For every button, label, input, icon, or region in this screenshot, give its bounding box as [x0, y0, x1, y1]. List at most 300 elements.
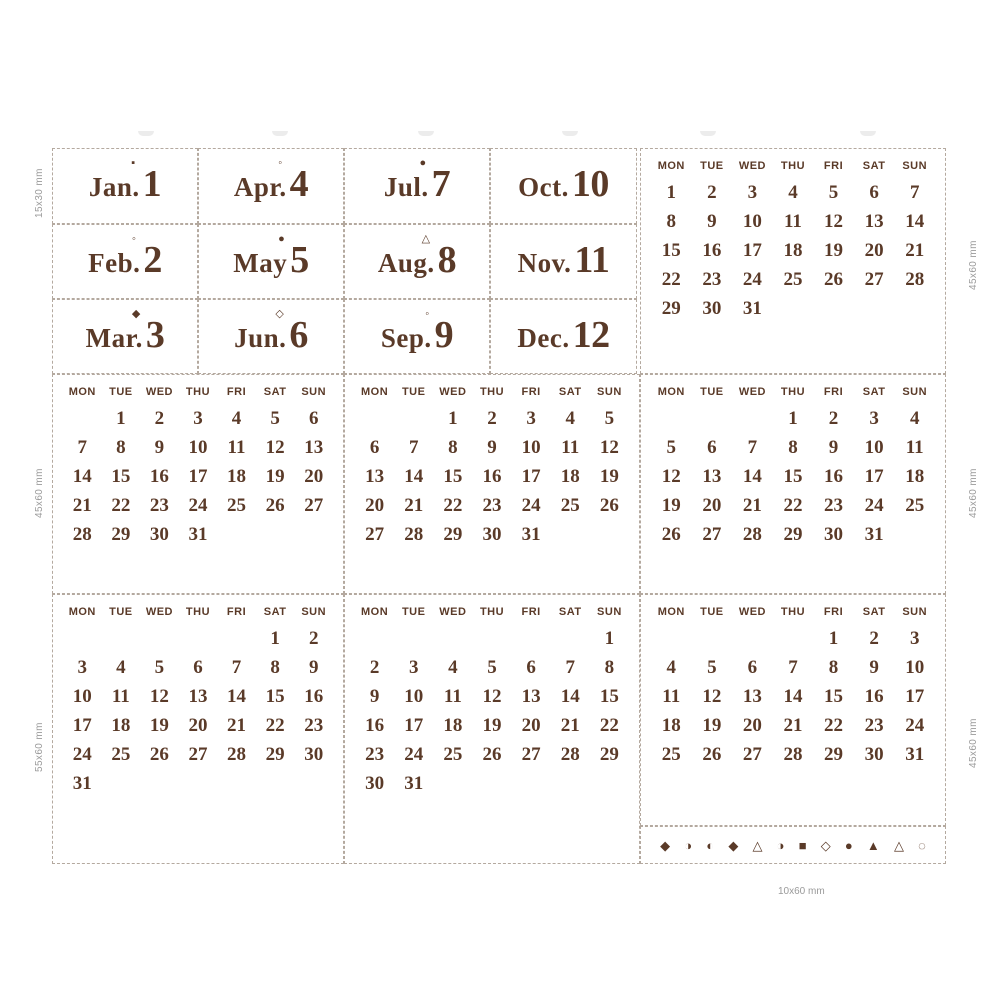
calendar-day[interactable]: 6 — [747, 657, 758, 678]
shape-icon[interactable]: ◆ — [660, 837, 671, 853]
calendar-day[interactable]: 11 — [561, 437, 580, 458]
calendar-day[interactable]: 30 — [365, 773, 385, 794]
shape-icon[interactable]: ◑ — [776, 837, 785, 853]
calendar-day[interactable]: 23 — [149, 495, 169, 516]
month-mark-icon: ◦ — [425, 307, 430, 320]
month-sticker[interactable] — [198, 148, 344, 224]
weekday-header: WED — [738, 386, 766, 398]
calendar-day[interactable]: 12 — [824, 211, 844, 232]
calendar-day[interactable]: 31 — [742, 298, 762, 319]
calendar-day[interactable]: 4 — [231, 408, 242, 429]
calendar-day[interactable]: 5 — [828, 182, 839, 203]
calendar-day[interactable]: 29 — [265, 744, 285, 765]
calendar-day[interactable]: 21 — [227, 715, 247, 736]
calendar-day[interactable]: 11 — [111, 686, 130, 707]
calendar-day[interactable]: 12 — [702, 686, 722, 707]
calendar-day[interactable]: 20 — [742, 715, 762, 736]
calendar-day[interactable]: 5 — [707, 657, 717, 678]
calendar-week-row — [355, 624, 629, 653]
calendar-day[interactable]: 21 — [72, 495, 92, 516]
calendar-day[interactable]: 28 — [560, 744, 580, 765]
calendar-day[interactable]: 27 — [521, 744, 541, 765]
calendar-day[interactable]: 22 — [599, 715, 619, 736]
calendar-day[interactable]: 19 — [661, 495, 681, 516]
calendar-day[interactable]: 20 — [365, 495, 385, 516]
calendar-day[interactable]: 14 — [72, 466, 92, 487]
calendar-day[interactable]: 1 — [116, 408, 126, 429]
calendar-day[interactable]: 29 — [111, 524, 131, 545]
calendar-day[interactable]: 20 — [304, 466, 324, 487]
calendar-day[interactable]: 30 — [482, 524, 502, 545]
calendar-day[interactable]: 16 — [304, 686, 324, 707]
calendar-day[interactable]: 10 — [905, 657, 925, 678]
calendar-week-row — [355, 433, 629, 462]
calendar-day[interactable]: 7 — [909, 182, 920, 203]
calendar-day[interactable]: 10 — [72, 686, 92, 707]
calendar-day[interactable]: 14 — [227, 686, 247, 707]
month-sticker[interactable] — [344, 148, 490, 224]
calendar-day[interactable]: 31 — [188, 524, 208, 545]
calendar-day[interactable]: 11 — [662, 686, 681, 707]
calendar-week-row — [355, 520, 629, 549]
calendar-day[interactable]: 3 — [747, 182, 758, 203]
calendar-day[interactable]: 21 — [404, 495, 424, 516]
calendar-day[interactable]: 28 — [742, 524, 762, 545]
calendar-day[interactable]: 26 — [824, 269, 844, 290]
calendar-day[interactable]: 31 — [404, 773, 424, 794]
weekday-header: SAT — [263, 606, 287, 618]
cut-tick — [860, 131, 876, 136]
calendar-sticker[interactable] — [52, 594, 344, 864]
measurement-label: 10x60 mm — [778, 886, 825, 897]
calendar-day[interactable]: 3 — [408, 657, 419, 678]
month-sticker[interactable] — [490, 299, 637, 374]
calendar-day[interactable]: 26 — [661, 524, 681, 545]
calendar-day[interactable]: 27 — [742, 744, 762, 765]
calendar-day[interactable]: 11 — [905, 437, 924, 458]
calendar-week-row — [63, 769, 333, 798]
calendar-day-empty — [732, 404, 773, 433]
calendar-day[interactable]: 9 — [154, 437, 165, 458]
calendar-day[interactable]: 26 — [265, 495, 285, 516]
calendar-day[interactable]: 17 — [864, 466, 884, 487]
month-sticker[interactable] — [52, 299, 198, 374]
calendar-week-row — [355, 740, 629, 769]
calendar-day[interactable]: 30 — [864, 744, 884, 765]
calendar-day-empty — [256, 769, 295, 798]
month-number: 10 — [571, 163, 609, 205]
calendar-day[interactable]: 6 — [707, 437, 717, 458]
calendar-day[interactable]: 12 — [482, 686, 502, 707]
calendar-day[interactable]: 13 — [365, 466, 385, 487]
calendar-day[interactable]: 19 — [702, 715, 722, 736]
calendar-day[interactable]: 30 — [824, 524, 844, 545]
calendar-week-row — [63, 653, 333, 682]
calendar-sticker[interactable] — [640, 148, 946, 374]
calendar-day[interactable]: 14 — [742, 466, 762, 487]
calendar-week-row — [63, 682, 333, 711]
calendar-day[interactable]: 9 — [308, 657, 319, 678]
calendar-day[interactable]: 6 — [308, 408, 319, 429]
calendar-day[interactable]: 1 — [604, 628, 615, 649]
cut-tick — [700, 131, 716, 136]
calendar-day[interactable]: 1 — [788, 408, 798, 429]
calendar-day[interactable]: 23 — [824, 495, 844, 516]
calendar-day-empty — [217, 624, 256, 653]
calendar-day-empty — [472, 769, 511, 798]
calendar-day[interactable]: 10 — [521, 437, 541, 458]
calendar-day[interactable]: 21 — [742, 495, 762, 516]
calendar-day[interactable]: 29 — [824, 744, 844, 765]
calendar-day[interactable]: 5 — [604, 408, 615, 429]
calendar-day[interactable]: 7 — [565, 657, 576, 678]
calendar-day[interactable]: 22 — [265, 715, 285, 736]
calendar-day[interactable]: 20 — [521, 715, 541, 736]
calendar-day[interactable]: 13 — [864, 211, 884, 232]
calendar-day[interactable]: 22 — [111, 495, 131, 516]
calendar-day[interactable]: 3 — [526, 408, 536, 429]
cut-tick — [138, 131, 154, 136]
month-sticker[interactable] — [52, 224, 198, 299]
calendar-day[interactable]: 24 — [864, 495, 884, 516]
calendar-day[interactable]: 7 — [788, 657, 798, 678]
calendar-day[interactable]: 28 — [227, 744, 247, 765]
calendar-day[interactable]: 2 — [487, 408, 497, 429]
calendar-day[interactable]: 18 — [905, 466, 925, 487]
calendar-day[interactable]: 29 — [783, 524, 803, 545]
calendar-day[interactable]: 1 — [448, 408, 458, 429]
calendar-day[interactable]: 6 — [526, 657, 536, 678]
calendar-sticker[interactable] — [640, 374, 946, 594]
calendar-day[interactable]: 18 — [111, 715, 131, 736]
calendar-day[interactable]: 28 — [783, 744, 803, 765]
calendar-day[interactable]: 6 — [369, 437, 380, 458]
calendar-day[interactable]: 20 — [188, 715, 208, 736]
calendar-day[interactable]: 4 — [909, 408, 920, 429]
calendar-day[interactable]: 7 — [747, 437, 758, 458]
calendar-day[interactable]: 28 — [72, 524, 92, 545]
calendar-day[interactable]: 25 — [783, 269, 803, 290]
weekday-header-row — [355, 385, 629, 404]
calendar-day[interactable]: 2 — [869, 628, 879, 649]
calendar-day[interactable]: 21 — [905, 240, 925, 261]
calendar-day[interactable]: 28 — [905, 269, 925, 290]
calendar-day[interactable]: 21 — [560, 715, 580, 736]
shape-icon[interactable]: ◌ — [918, 837, 926, 853]
weekday-header: MON — [360, 606, 389, 618]
calendar-day[interactable]: 18 — [443, 715, 463, 736]
calendar-day[interactable]: 12 — [149, 686, 169, 707]
weekday-header: MON — [68, 606, 96, 618]
calendar-day[interactable]: 14 — [783, 686, 803, 707]
calendar-week-row — [355, 653, 629, 682]
shape-icon[interactable]: ◆ — [728, 837, 739, 853]
calendar-day[interactable]: 18 — [560, 466, 580, 487]
month-mark-icon: ● — [419, 157, 427, 169]
calendar-day[interactable]: 26 — [599, 495, 619, 516]
calendar-day[interactable]: 15 — [599, 686, 619, 707]
weekday-header: THU — [479, 386, 505, 398]
calendar-day[interactable]: 26 — [149, 744, 169, 765]
calendar-day[interactable]: 24 — [188, 495, 208, 516]
calendar-day[interactable]: 17 — [905, 686, 925, 707]
month-sticker[interactable] — [344, 299, 490, 374]
calendar-day[interactable]: 13 — [742, 686, 762, 707]
calendar-day[interactable]: 26 — [702, 744, 722, 765]
weekday-header: FRI — [823, 386, 844, 398]
calendar-week-row — [63, 462, 333, 491]
calendar-day[interactable]: 7 — [231, 657, 242, 678]
calendar-day[interactable]: 18 — [661, 715, 681, 736]
calendar-day[interactable]: 14 — [404, 466, 424, 487]
calendar-day[interactable]: 8 — [828, 657, 839, 678]
calendar-day-empty — [651, 404, 692, 433]
icon-sticker-strip[interactable] — [640, 826, 946, 864]
calendar-day[interactable]: 30 — [702, 298, 722, 319]
calendar-day[interactable]: 18 — [783, 240, 803, 261]
calendar-day[interactable]: 30 — [149, 524, 169, 545]
month-sticker[interactable] — [198, 299, 344, 374]
calendar-day[interactable]: 22 — [824, 715, 844, 736]
calendar-day[interactable]: 23 — [864, 715, 884, 736]
calendar-week-row — [651, 404, 935, 433]
calendar-day[interactable]: 16 — [482, 466, 502, 487]
calendar-sticker[interactable] — [52, 374, 344, 594]
weekday-header: MON — [657, 606, 685, 618]
month-name: Jul. — [383, 172, 429, 202]
calendar-day[interactable]: 16 — [824, 466, 844, 487]
shape-icon[interactable]: ● — [844, 837, 853, 853]
calendar-day[interactable]: 10 — [864, 437, 884, 458]
calendar-day[interactable]: 2 — [369, 657, 380, 678]
calendar-day[interactable]: 1 — [666, 182, 677, 203]
calendar-day[interactable]: 8 — [666, 211, 677, 232]
calendar-day[interactable]: 9 — [869, 657, 879, 678]
calendar-day[interactable]: 9 — [828, 437, 839, 458]
calendar-day[interactable]: 8 — [604, 657, 615, 678]
calendar-day[interactable]: 26 — [482, 744, 502, 765]
calendar-day[interactable]: 6 — [869, 182, 879, 203]
calendar-day[interactable]: 10 — [404, 686, 424, 707]
calendar-day[interactable]: 1 — [270, 628, 280, 649]
calendar-day[interactable]: 3 — [869, 408, 879, 429]
calendar-day[interactable]: 14 — [560, 686, 580, 707]
calendar-day[interactable]: 7 — [77, 437, 88, 458]
calendar-day[interactable]: 30 — [304, 744, 324, 765]
shape-icon[interactable]: △ — [893, 837, 904, 853]
month-sticker[interactable] — [198, 224, 344, 299]
calendar-day[interactable]: 29 — [599, 744, 619, 765]
calendar-day[interactable]: 15 — [824, 686, 844, 707]
calendar-day[interactable]: 31 — [72, 773, 92, 794]
calendar-day[interactable]: 24 — [404, 744, 424, 765]
calendar-day-empty — [179, 769, 218, 798]
calendar-day[interactable]: 27 — [702, 524, 722, 545]
calendar-day[interactable]: 24 — [521, 495, 541, 516]
calendar-day-empty — [472, 624, 511, 653]
calendar-day[interactable]: 5 — [666, 437, 677, 458]
calendar-day[interactable]: 17 — [72, 715, 92, 736]
calendar-day[interactable]: 9 — [369, 686, 380, 707]
calendar-day[interactable]: 13 — [188, 686, 208, 707]
calendar-day[interactable]: 8 — [116, 437, 126, 458]
calendar-day[interactable]: 22 — [443, 495, 463, 516]
calendar-day[interactable]: 11 — [227, 437, 246, 458]
calendar-day[interactable]: 21 — [783, 715, 803, 736]
calendar-day[interactable]: 19 — [149, 715, 169, 736]
calendar-day[interactable]: 27 — [188, 744, 208, 765]
calendar-day[interactable]: 24 — [905, 715, 925, 736]
calendar-day[interactable]: 7 — [408, 437, 419, 458]
calendar-day[interactable]: 9 — [707, 211, 717, 232]
calendar-day[interactable]: 25 — [905, 495, 925, 516]
shape-icon[interactable]: ▲ — [866, 837, 880, 853]
calendar-day[interactable]: 12 — [599, 437, 619, 458]
month-sticker[interactable] — [52, 148, 198, 224]
calendar-day[interactable]: 25 — [661, 744, 681, 765]
calendar-day[interactable]: 5 — [270, 408, 280, 429]
shape-icon[interactable]: ■ — [798, 837, 807, 853]
calendar-day[interactable]: 17 — [742, 240, 762, 261]
calendar-day[interactable]: 4 — [565, 408, 576, 429]
calendar-day[interactable]: 25 — [111, 744, 131, 765]
calendar-day[interactable]: 17 — [404, 715, 424, 736]
calendar-day[interactable]: 11 — [783, 211, 802, 232]
calendar-day[interactable]: 25 — [560, 495, 580, 516]
calendar-day-empty — [394, 624, 433, 653]
calendar-day[interactable]: 11 — [443, 686, 462, 707]
calendar-day[interactable]: 27 — [365, 524, 385, 545]
calendar-day[interactable]: 12 — [661, 466, 681, 487]
calendar-day-empty — [294, 520, 333, 549]
calendar-day[interactable]: 5 — [487, 657, 497, 678]
calendar-day[interactable]: 2 — [308, 628, 319, 649]
shape-icon[interactable]: △ — [752, 837, 763, 853]
month-sticker[interactable] — [490, 148, 637, 224]
calendar-day[interactable]: 8 — [270, 657, 280, 678]
calendar-day[interactable]: 31 — [905, 744, 925, 765]
calendar-day[interactable]: 22 — [783, 495, 803, 516]
calendar-day[interactable]: 8 — [448, 437, 458, 458]
calendar-day[interactable]: 3 — [193, 408, 203, 429]
calendar-day[interactable]: 19 — [599, 466, 619, 487]
calendar-day[interactable]: 19 — [265, 466, 285, 487]
month-number: 1 — [142, 163, 162, 205]
calendar-table — [651, 159, 935, 323]
calendar-day[interactable]: 4 — [116, 657, 126, 678]
calendar-week-row — [651, 294, 935, 323]
calendar-day[interactable]: 3 — [77, 657, 88, 678]
calendar-day[interactable]: 27 — [304, 495, 324, 516]
weekday-header: FRI — [226, 386, 247, 398]
calendar-day-empty — [894, 520, 935, 549]
calendar-day[interactable]: 29 — [443, 524, 463, 545]
calendar-day[interactable]: 14 — [905, 211, 925, 232]
calendar-day[interactable]: 23 — [702, 269, 722, 290]
calendar-day[interactable]: 31 — [864, 524, 884, 545]
calendar-day[interactable]: 17 — [521, 466, 541, 487]
calendar-day[interactable]: 16 — [149, 466, 169, 487]
calendar-day[interactable]: 4 — [666, 657, 677, 678]
calendar-day[interactable]: 22 — [661, 269, 681, 290]
calendar-day[interactable]: 15 — [265, 686, 285, 707]
calendar-week-row — [355, 769, 629, 798]
calendar-day[interactable]: 3 — [909, 628, 920, 649]
calendar-week-row — [355, 491, 629, 520]
calendar-day[interactable]: 2 — [707, 182, 717, 203]
calendar-day[interactable]: 29 — [661, 298, 681, 319]
calendar-sticker[interactable] — [640, 594, 946, 826]
calendar-day[interactable]: 9 — [487, 437, 497, 458]
calendar-day[interactable]: 20 — [702, 495, 722, 516]
calendar-week-row — [651, 265, 935, 294]
calendar-day[interactable]: 13 — [304, 437, 324, 458]
calendar-day[interactable]: 2 — [154, 408, 165, 429]
calendar-sticker[interactable] — [344, 374, 640, 594]
calendar-day[interactable]: 12 — [265, 437, 285, 458]
calendar-day[interactable]: 15 — [783, 466, 803, 487]
calendar-day[interactable]: 24 — [742, 269, 762, 290]
calendar-day[interactable]: 23 — [304, 715, 324, 736]
calendar-day[interactable]: 2 — [828, 408, 839, 429]
shape-icon[interactable]: ◐ — [706, 837, 715, 853]
calendar-day[interactable]: 19 — [824, 240, 844, 261]
calendar-sticker[interactable] — [344, 594, 640, 864]
calendar-day[interactable]: 19 — [482, 715, 502, 736]
calendar-day[interactable]: 24 — [72, 744, 92, 765]
calendar-day[interactable]: 25 — [443, 744, 463, 765]
calendar-week-row — [651, 520, 935, 549]
calendar-day[interactable]: 10 — [188, 437, 208, 458]
calendar-day[interactable]: 18 — [227, 466, 247, 487]
calendar-day[interactable]: 5 — [154, 657, 165, 678]
weekday-header: SUN — [301, 386, 327, 398]
shape-icon[interactable]: ◇ — [820, 837, 831, 853]
month-sticker[interactable] — [344, 224, 490, 299]
calendar-day[interactable]: 6 — [193, 657, 203, 678]
shape-icon[interactable]: ◑ — [684, 837, 693, 853]
calendar-day[interactable]: 31 — [521, 524, 541, 545]
calendar-day[interactable]: 1 — [828, 628, 839, 649]
calendar-day[interactable]: 16 — [365, 715, 385, 736]
calendar-day[interactable]: 17 — [188, 466, 208, 487]
calendar-day[interactable]: 23 — [482, 495, 502, 516]
calendar-day[interactable]: 27 — [864, 269, 884, 290]
calendar-day[interactable]: 13 — [521, 686, 541, 707]
calendar-week-row — [651, 740, 935, 769]
cut-tick — [418, 131, 434, 136]
calendar-day[interactable]: 16 — [864, 686, 884, 707]
measurement-label: 15x30 mm — [34, 168, 45, 218]
calendar-day[interactable]: 28 — [404, 524, 424, 545]
month-sticker[interactable] — [490, 224, 637, 299]
weekday-header: WED — [145, 606, 173, 618]
calendar-day[interactable]: 20 — [864, 240, 884, 261]
calendar-day[interactable]: 15 — [661, 240, 681, 261]
weekday-header: SUN — [902, 386, 928, 398]
calendar-day-empty — [294, 769, 333, 798]
calendar-day[interactable]: 15 — [443, 466, 463, 487]
calendar-day[interactable]: 23 — [365, 744, 385, 765]
calendar-day[interactable]: 8 — [788, 437, 798, 458]
calendar-day[interactable]: 4 — [448, 657, 458, 678]
calendar-day[interactable]: 25 — [227, 495, 247, 516]
calendar-day[interactable]: 15 — [111, 466, 131, 487]
calendar-day[interactable]: 4 — [788, 182, 798, 203]
calendar-day[interactable]: 10 — [742, 211, 762, 232]
calendar-day[interactable]: 16 — [702, 240, 722, 261]
calendar-day[interactable]: 13 — [702, 466, 722, 487]
